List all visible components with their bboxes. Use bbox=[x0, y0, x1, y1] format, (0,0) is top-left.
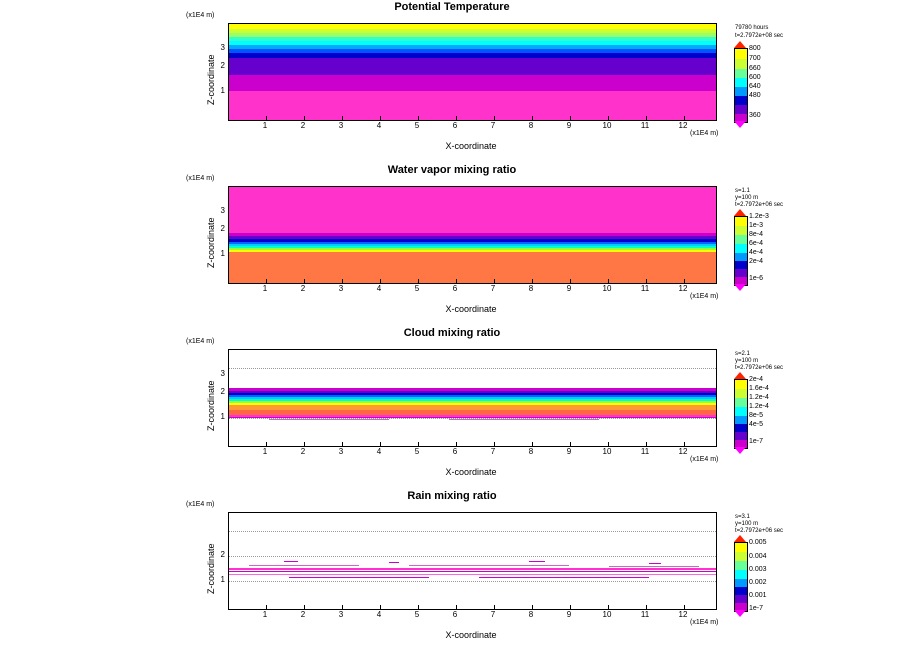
x-tick bbox=[456, 605, 457, 609]
x-tick-label: 10 bbox=[602, 284, 612, 293]
x-tick bbox=[608, 442, 609, 446]
y-tick-label: 2 bbox=[220, 387, 225, 396]
x-tick bbox=[494, 442, 495, 446]
colorbar-tick-label: 0.005 bbox=[749, 539, 767, 546]
contour-speck bbox=[529, 561, 545, 562]
colorbar-tick-label: 360 bbox=[749, 112, 761, 119]
contour-streak bbox=[229, 568, 716, 570]
colorbar-meta bbox=[735, 527, 783, 535]
x-tick-label: 5 bbox=[414, 610, 420, 619]
colorbar-segment bbox=[735, 561, 747, 570]
x-tick-label: 4 bbox=[376, 284, 382, 293]
x-tick bbox=[532, 116, 533, 120]
colorbar-over-arrow bbox=[734, 372, 746, 379]
grid-background bbox=[229, 513, 716, 609]
y-tick-label: 2 bbox=[220, 61, 225, 70]
x-tick bbox=[684, 279, 685, 283]
x-tick-label: 7 bbox=[490, 610, 496, 619]
x-tick bbox=[532, 442, 533, 446]
x-tick-label: 1 bbox=[262, 284, 268, 293]
panel-cloud-mixing-ratio bbox=[0, 326, 904, 486]
x-tick-label: 10 bbox=[602, 447, 612, 456]
contour-streak bbox=[269, 419, 389, 420]
colorbar-segment bbox=[735, 398, 747, 407]
colorbar-segment bbox=[735, 226, 747, 235]
colorbar-tick-label: 2e-4 bbox=[749, 376, 764, 383]
colorbar-segment bbox=[735, 105, 747, 114]
colorbar-tick-label: 1.2e-4 bbox=[749, 394, 769, 401]
colorbar-tick-label: 600 bbox=[749, 74, 761, 81]
plot-area-rain bbox=[228, 512, 717, 610]
colorbar-tick-label: 480 bbox=[749, 92, 761, 99]
colorbar-meta bbox=[735, 201, 783, 209]
x-tick bbox=[608, 605, 609, 609]
colorbar-segment bbox=[735, 87, 747, 96]
colorbar-segment bbox=[735, 253, 747, 261]
x-tick bbox=[304, 442, 305, 446]
grid-row bbox=[229, 556, 716, 558]
x-tick-label: 11 bbox=[640, 121, 650, 130]
x-axis-label: X-coordinate bbox=[445, 141, 497, 151]
x-tick bbox=[418, 116, 419, 120]
x-tick bbox=[456, 442, 457, 446]
y-unit-label: (x1E4 m) bbox=[186, 338, 215, 345]
colorbar-scale bbox=[734, 48, 748, 123]
x-tick bbox=[380, 605, 381, 609]
colorbar-tick-label: 8e-5 bbox=[749, 412, 764, 419]
x-tick-label: 6 bbox=[452, 284, 458, 293]
x-tick bbox=[380, 116, 381, 120]
colorbar-segment bbox=[735, 570, 747, 579]
meta-line: t=2.7972e+06 sec bbox=[735, 528, 784, 534]
colorbar-tick-label: 1e-3 bbox=[749, 222, 764, 229]
meta-line: t=2.7972e+06 sec bbox=[735, 202, 784, 208]
contour-bands bbox=[229, 350, 716, 446]
meta-line: s=3.1 bbox=[735, 514, 750, 520]
x-unit-label: (x1E4 m) bbox=[690, 130, 719, 137]
contour-streak bbox=[479, 577, 649, 578]
x-tick-label: 9 bbox=[566, 284, 572, 293]
colorbar-segment bbox=[735, 235, 747, 244]
x-tick bbox=[494, 279, 495, 283]
colorbar-segment bbox=[735, 389, 747, 398]
x-tick bbox=[684, 605, 685, 609]
meta-line: y=100 m bbox=[735, 358, 759, 364]
x-tick-label: 10 bbox=[602, 610, 612, 619]
colorbar-meta bbox=[735, 364, 783, 372]
x-tick-label: 12 bbox=[678, 610, 688, 619]
y-tick-label: 3 bbox=[220, 369, 225, 378]
x-tick-label: 2 bbox=[300, 447, 306, 456]
colorbar-segment bbox=[735, 432, 747, 440]
y-tick-label: 1 bbox=[220, 412, 225, 421]
x-tick-label: 5 bbox=[414, 284, 420, 293]
panel-rain-mixing-ratio bbox=[0, 489, 904, 654]
x-tick-label: 12 bbox=[678, 284, 688, 293]
grid-row bbox=[229, 531, 716, 533]
x-tick-label: 3 bbox=[338, 284, 344, 293]
colorbar-under-arrow bbox=[734, 121, 746, 128]
x-tick-label: 3 bbox=[338, 447, 344, 456]
colorbar-tick-label: 6e-4 bbox=[749, 240, 764, 247]
plot-area-potential-temperature bbox=[228, 23, 717, 121]
colorbar-tick-label: 0.001 bbox=[749, 592, 767, 599]
colorbar-segment bbox=[735, 407, 747, 416]
colorbar-over-arrow bbox=[734, 41, 746, 48]
contour-band bbox=[229, 187, 716, 233]
contour-speck bbox=[649, 563, 661, 564]
x-tick bbox=[570, 116, 571, 120]
y-axis-label: Z-coordinate bbox=[206, 54, 216, 105]
colorbar-tick-label: 8e-4 bbox=[749, 231, 764, 238]
colorbar-over-arrow bbox=[734, 209, 746, 216]
colorbar-tick-label: 660 bbox=[749, 65, 761, 72]
x-tick bbox=[608, 279, 609, 283]
x-tick bbox=[304, 279, 305, 283]
x-tick-label: 6 bbox=[452, 121, 458, 130]
colorbar-segment bbox=[735, 380, 747, 389]
x-tick bbox=[266, 442, 267, 446]
colorbar-segment bbox=[735, 579, 747, 587]
x-tick-label: 9 bbox=[566, 610, 572, 619]
meta-line: t=2.7972e+06 sec bbox=[735, 365, 784, 371]
colorbar-tick-label: 800 bbox=[749, 45, 761, 52]
meta-line: s=1.1 bbox=[735, 188, 750, 194]
colorbar-segment bbox=[735, 261, 747, 269]
colorbar-segment bbox=[735, 587, 747, 595]
x-tick bbox=[266, 605, 267, 609]
x-tick-label: 2 bbox=[300, 610, 306, 619]
x-tick bbox=[342, 279, 343, 283]
meta-line: s=2.1 bbox=[735, 351, 750, 357]
colorbar-tick-label: 1e-7 bbox=[749, 605, 764, 612]
x-tick-label: 3 bbox=[338, 610, 344, 619]
contour-band bbox=[229, 58, 716, 75]
panel-water-vapor-mixing-ratio bbox=[0, 163, 904, 323]
panel-title: Cloud mixing ratio bbox=[403, 327, 501, 339]
colorbar-segment bbox=[735, 96, 747, 105]
colorbar-scale bbox=[734, 216, 748, 286]
x-tick-label: 4 bbox=[376, 447, 382, 456]
x-tick bbox=[494, 116, 495, 120]
colorbar-tick-label: 1.6e-4 bbox=[749, 385, 769, 392]
x-axis-label: X-coordinate bbox=[445, 630, 497, 640]
meta-line: y=100 m bbox=[735, 195, 759, 201]
colorbar-tick-label: 0.004 bbox=[749, 553, 767, 560]
x-tick-label: 7 bbox=[490, 121, 496, 130]
y-tick-label: 2 bbox=[220, 224, 225, 233]
colorbar-tick-label: 1.2e-3 bbox=[749, 213, 769, 220]
panel-title: Rain mixing ratio bbox=[407, 490, 497, 502]
x-tick bbox=[646, 279, 647, 283]
x-tick bbox=[418, 279, 419, 283]
x-tick bbox=[304, 116, 305, 120]
colorbar-over-arrow bbox=[734, 535, 746, 542]
contour-speck bbox=[389, 562, 399, 563]
x-tick-label: 5 bbox=[414, 447, 420, 456]
colorbar-scale bbox=[734, 542, 748, 612]
x-unit-label: (x1E4 m) bbox=[690, 456, 719, 463]
x-tick bbox=[646, 605, 647, 609]
meta-line: t=2.7972e+08 sec bbox=[735, 33, 784, 39]
x-tick-label: 2 bbox=[300, 284, 306, 293]
x-tick bbox=[266, 116, 267, 120]
contour-bands bbox=[229, 513, 716, 609]
x-tick-label: 7 bbox=[490, 284, 496, 293]
panel-title: Water vapor mixing ratio bbox=[387, 164, 517, 176]
colorbar-tick-label: 0.002 bbox=[749, 579, 767, 586]
x-tick-label: 9 bbox=[566, 447, 572, 456]
colorbar-segment bbox=[735, 49, 747, 59]
colorbar-tick-label: 640 bbox=[749, 83, 761, 90]
x-tick bbox=[570, 442, 571, 446]
contour-streak bbox=[409, 565, 569, 566]
colorbar-segment bbox=[735, 595, 747, 603]
meta-line: 79780 hours bbox=[735, 25, 769, 31]
x-tick bbox=[646, 116, 647, 120]
x-tick-label: 1 bbox=[262, 447, 268, 456]
contour-speck bbox=[284, 561, 298, 562]
colorbar-segment bbox=[735, 424, 747, 432]
contour-band bbox=[229, 91, 716, 120]
y-tick-label: 1 bbox=[220, 86, 225, 95]
panel-title: Potential Temperature bbox=[394, 1, 510, 13]
colorbar-under-arrow bbox=[734, 610, 746, 617]
colorbar-scale bbox=[734, 379, 748, 449]
contour-streak bbox=[229, 574, 716, 575]
x-tick-label: 5 bbox=[414, 121, 420, 130]
x-tick-label: 11 bbox=[640, 447, 650, 456]
x-tick bbox=[380, 442, 381, 446]
x-tick-label: 6 bbox=[452, 447, 458, 456]
contour-streak bbox=[609, 566, 699, 567]
colorbar-segment bbox=[735, 269, 747, 277]
x-tick-label: 7 bbox=[490, 447, 496, 456]
x-tick-label: 8 bbox=[528, 610, 534, 619]
x-tick-label: 6 bbox=[452, 610, 458, 619]
x-tick-label: 1 bbox=[262, 610, 268, 619]
x-tick-label: 11 bbox=[640, 284, 650, 293]
x-unit-label: (x1E4 m) bbox=[690, 619, 719, 626]
y-tick-label: 3 bbox=[220, 43, 225, 52]
colorbar-segment bbox=[735, 217, 747, 226]
x-tick-label: 12 bbox=[678, 121, 688, 130]
x-tick bbox=[304, 605, 305, 609]
x-tick-label: 11 bbox=[640, 610, 650, 619]
x-axis-label: X-coordinate bbox=[445, 467, 497, 477]
colorbar-meta bbox=[735, 32, 783, 40]
x-tick bbox=[266, 279, 267, 283]
x-unit-label: (x1E4 m) bbox=[690, 293, 719, 300]
x-tick bbox=[608, 116, 609, 120]
contour-streak bbox=[449, 419, 599, 420]
y-unit-label: (x1E4 m) bbox=[186, 175, 215, 182]
x-tick bbox=[342, 442, 343, 446]
colorbar-segment bbox=[735, 552, 747, 561]
colorbar-under-arrow bbox=[734, 447, 746, 454]
y-axis-label: Z-coordinate bbox=[206, 217, 216, 268]
plot-area-cloud bbox=[228, 349, 717, 447]
x-tick bbox=[380, 279, 381, 283]
y-tick-label: 3 bbox=[220, 206, 225, 215]
x-tick-label: 8 bbox=[528, 284, 534, 293]
y-tick-label: 1 bbox=[220, 575, 225, 584]
x-tick bbox=[684, 116, 685, 120]
grid-row bbox=[229, 368, 716, 370]
colorbar-segment bbox=[735, 244, 747, 253]
colorbar-tick-label: 700 bbox=[749, 55, 761, 62]
x-tick bbox=[342, 605, 343, 609]
contour-streak bbox=[229, 417, 716, 418]
contour-streak bbox=[289, 577, 429, 578]
colorbar-meta bbox=[735, 24, 768, 32]
y-tick-label: 2 bbox=[220, 550, 225, 559]
y-tick-label: 1 bbox=[220, 249, 225, 258]
plot-area-water-vapor bbox=[228, 186, 717, 284]
x-tick bbox=[494, 605, 495, 609]
x-tick bbox=[570, 605, 571, 609]
x-tick-label: 9 bbox=[566, 121, 572, 130]
x-tick-label: 12 bbox=[678, 447, 688, 456]
colorbar-segment bbox=[735, 69, 747, 78]
grid-row bbox=[229, 581, 716, 583]
x-tick bbox=[570, 279, 571, 283]
x-tick bbox=[456, 279, 457, 283]
x-tick-label: 4 bbox=[376, 121, 382, 130]
colorbar-tick-label: 1.2e-4 bbox=[749, 403, 769, 410]
contour-bands bbox=[229, 187, 716, 283]
colorbar-segment bbox=[735, 78, 747, 87]
x-tick bbox=[684, 442, 685, 446]
colorbar-segment bbox=[735, 543, 747, 552]
colorbar-tick-label: 4e-5 bbox=[749, 421, 764, 428]
x-tick bbox=[418, 442, 419, 446]
x-tick-label: 4 bbox=[376, 610, 382, 619]
panel-potential-temperature bbox=[0, 0, 904, 160]
colorbar-tick-label: 1e-6 bbox=[749, 275, 764, 282]
x-tick-label: 10 bbox=[602, 121, 612, 130]
colorbar-segment bbox=[735, 416, 747, 424]
x-tick-label: 2 bbox=[300, 121, 306, 130]
x-tick bbox=[342, 116, 343, 120]
colorbar-under-arrow bbox=[734, 284, 746, 291]
meta-line: y=100 m bbox=[735, 521, 759, 527]
colorbar-segment bbox=[735, 59, 747, 69]
colorbar-tick-label: 2e-4 bbox=[749, 258, 764, 265]
x-tick-label: 3 bbox=[338, 121, 344, 130]
colorbar-tick-label: 4e-4 bbox=[749, 249, 764, 256]
contour-band bbox=[229, 75, 716, 91]
y-axis-label: Z-coordinate bbox=[206, 543, 216, 594]
x-tick bbox=[418, 605, 419, 609]
x-tick-label: 8 bbox=[528, 447, 534, 456]
x-tick-label: 8 bbox=[528, 121, 534, 130]
colorbar-tick-label: 0.003 bbox=[749, 566, 767, 573]
x-tick bbox=[532, 279, 533, 283]
contour-streak bbox=[229, 571, 716, 572]
y-axis-label: Z-coordinate bbox=[206, 380, 216, 431]
x-tick bbox=[532, 605, 533, 609]
x-tick bbox=[646, 442, 647, 446]
contour-streak bbox=[249, 565, 359, 566]
x-tick bbox=[456, 116, 457, 120]
y-unit-label: (x1E4 m) bbox=[186, 12, 215, 19]
contour-bands bbox=[229, 24, 716, 120]
x-tick-label: 1 bbox=[262, 121, 268, 130]
y-unit-label: (x1E4 m) bbox=[186, 501, 215, 508]
x-axis-label: X-coordinate bbox=[445, 304, 497, 314]
colorbar-tick-label: 1e-7 bbox=[749, 438, 764, 445]
contour-band bbox=[229, 252, 716, 283]
